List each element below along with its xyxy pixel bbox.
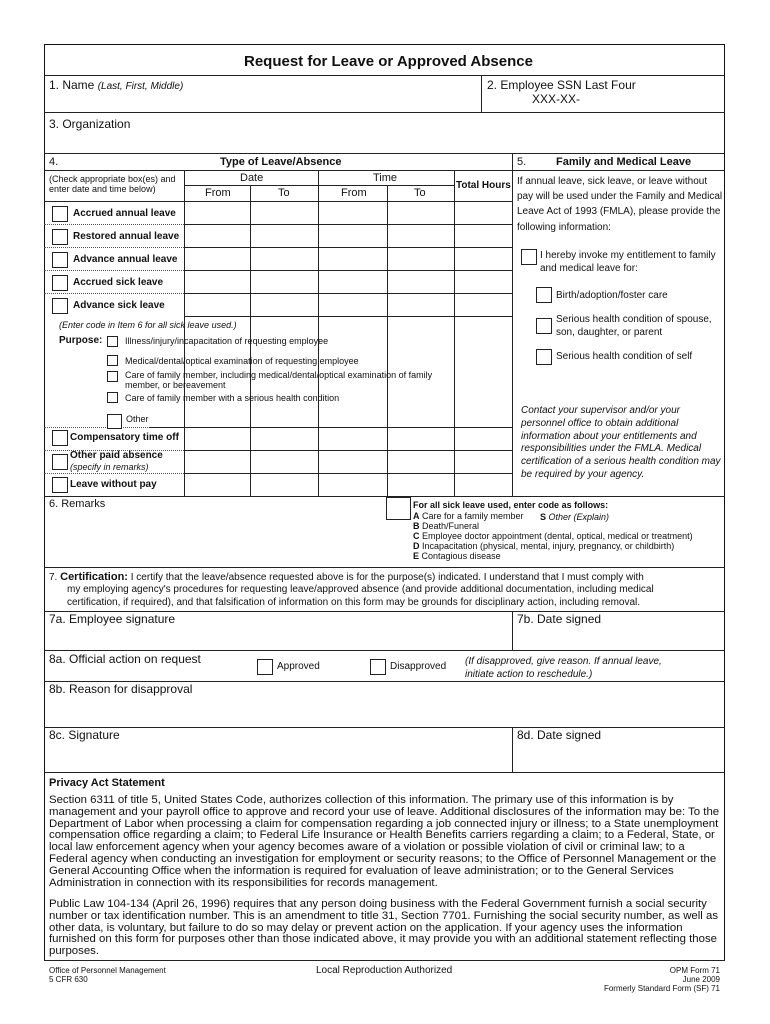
purpose-label: Purpose:	[59, 335, 103, 346]
footer-cfr: 5 CFR 630	[49, 975, 88, 984]
item8b-label: 8b. Reason for disapproval	[49, 682, 193, 696]
privacy-paragraph-2: Public Law 104-134 (April 26, 1996) requires that any person doing business with the Federal Government furnish a social security number or tax identification number. This is an amendment to title 31, Section 7701. Furnishing the social security number, as well as other data, is voluntary, but failure to do so may delay or prevent action on the application. If your agency uses the information furnished on this form for purposes other than those indicated above, it may provide you with an additional statement reflecting those purposes.	[49, 898, 719, 958]
fmla-invoke-text: I hereby invoke my entitlement to family and medical leave for:	[540, 250, 716, 274]
code-text: Employee doctor appointment (dental, optical, medical or treatment)	[422, 531, 693, 541]
advance-annual-checkbox[interactable]	[52, 252, 68, 268]
purpose-checkbox[interactable]	[107, 336, 118, 347]
leave-type-label: Accrued annual leave	[73, 208, 176, 219]
code-text: Care for a family member	[422, 511, 524, 521]
purpose-label-item: Care of family member, including medical/dental/optical examination of family member, or bereavement	[125, 370, 433, 391]
fmla-option: Serious health condition of self	[556, 351, 693, 362]
item6-label: 6. Remarks	[49, 498, 106, 510]
footer-form-date: June 2009	[682, 975, 720, 984]
disapprove-note: (If disapproved, give reason. If annual leave, initiate action to reschedule.)	[465, 656, 662, 680]
purpose-label-item: Medical/dental/optical examination of requesting employee	[125, 356, 359, 366]
item5-label: 5.	[517, 156, 527, 168]
purpose-checkbox[interactable]	[107, 392, 118, 403]
footer-formerly: Formerly Standard Form (SF) 71	[603, 984, 720, 993]
purpose-checkbox[interactable]	[107, 371, 118, 382]
col-from-date: From	[205, 187, 231, 199]
purpose-label-item: Illness/injury/incapacitation of requesting employee	[125, 336, 329, 346]
form-title: Request for Leave or Approved Absence	[244, 53, 533, 70]
code-text: Incapacitation (physical, mental, injury, pregnancy, or childbirth)	[422, 541, 675, 551]
code-letter: C	[413, 531, 420, 541]
accrued-sick-checkbox[interactable]	[52, 275, 68, 291]
privacy-heading: Privacy Act Statement	[49, 777, 165, 789]
item7a-label: 7a. Employee signature	[49, 612, 176, 626]
col-to-date: To	[278, 187, 290, 199]
approved-label: Approved	[277, 661, 320, 672]
item3-label: 3. Organization	[49, 117, 131, 131]
item7-num: 7.	[49, 572, 58, 583]
footer-reproduction: Local Reproduction Authorized	[316, 965, 453, 976]
item8a-label: 8a. Official action on request	[49, 652, 201, 666]
fmla-option: Serious health condition of spouse, son, daughter, or parent	[556, 314, 712, 338]
comp-time-checkbox[interactable]	[52, 430, 68, 446]
accrued-annual-checkbox[interactable]	[52, 206, 68, 222]
col-time: Time	[373, 172, 398, 184]
check-hint: (Check appropriate box(es) and enter date and time below)	[49, 174, 176, 195]
fmla-heading: Family and Medical Leave	[556, 156, 692, 168]
footer-agency: Office of Personnel Management	[49, 966, 166, 975]
lwop-label: Leave without pay	[70, 479, 157, 490]
codes-heading: For all sick leave used, enter code as follows:	[413, 500, 609, 510]
disapproved-checkbox[interactable]	[370, 659, 386, 675]
col-to-time: To	[414, 187, 426, 199]
code-letter: B	[413, 521, 420, 531]
item8c-label: 8c. Signature	[49, 728, 120, 742]
fmla-text: If annual leave, sick leave, or leave without pay will be used under the Family and Medical Leave Act of 1993 (FMLA), please provide the following information:	[517, 176, 723, 233]
ssn-prefix: XXX-XX-	[532, 92, 581, 106]
item1-label: 1. Name	[49, 78, 95, 92]
code-letter: D	[413, 541, 420, 551]
col-date: Date	[240, 172, 264, 184]
other-paid-hint: (specify in remarks)	[70, 462, 149, 472]
approved-checkbox[interactable]	[257, 659, 273, 675]
other-paid-label: Other paid absence	[70, 450, 163, 461]
purpose-checkbox-other[interactable]	[107, 414, 122, 429]
code-s-text: Other (Explain)	[548, 512, 610, 522]
fmla-contact: Contact your supervisor and/or your personnel office to obtain additional information about your entitlements and responsibilities under the FMLA. Medical certification of a serious health condition may be required by your agency.	[521, 405, 721, 480]
code-letter: A	[413, 511, 420, 521]
fmla-option: Birth/adoption/foster care	[556, 290, 668, 301]
sick-code-hint: (Enter code in Item 6 for all sick leave used.)	[59, 320, 237, 330]
leave-type-label: Accrued sick leave	[73, 277, 164, 288]
col-total-hours: Total Hours	[456, 180, 511, 191]
restored-annual-checkbox[interactable]	[52, 229, 68, 245]
fmla-family-checkbox[interactable]	[536, 318, 552, 334]
comp-time-label: Compensatory time off	[70, 432, 179, 443]
other-paid-checkbox[interactable]	[52, 454, 68, 470]
item2-label: 2. Employee SSN Last Four	[487, 78, 636, 92]
footer-form-number: OPM Form 71	[669, 966, 720, 975]
purpose-checkbox[interactable]	[107, 355, 118, 366]
item1-hint: (Last, First, Middle)	[97, 81, 184, 92]
certification-label: Certification:	[60, 571, 128, 583]
item7b-label: 7b. Date signed	[517, 612, 602, 626]
certification-line1: I certify that the leave/absence requested above is for the purpose(s) indicated. I understand that I must comply with	[130, 572, 644, 583]
disapproved-label: Disapproved	[390, 661, 447, 672]
leave-type-label: Advance annual leave	[73, 254, 178, 265]
purpose-label-item: Care of family member with a serious health condition	[125, 393, 340, 403]
fmla-self-checkbox[interactable]	[536, 349, 552, 365]
code-s-letter: S	[540, 512, 547, 522]
certification-line2: my employing agency's procedures for requesting leave/approved absence (and provide additional documentation, including medical	[67, 584, 654, 595]
lwop-checkbox[interactable]	[52, 477, 68, 493]
sick-code-box[interactable]	[386, 497, 411, 520]
purpose-other-label: Other	[126, 414, 149, 424]
certification-line3: certification, if required), and that falsification of information on this form may be grounds for disciplinary action, including removal.	[67, 597, 641, 608]
leave-type-label: Advance sick leave	[73, 300, 165, 311]
fmla-birth-checkbox[interactable]	[536, 287, 552, 303]
privacy-paragraph-1: Section 6311 of title 5, United States Code, authorizes collection of this information. The primary use of this information is by management and your payroll office to approve and record your use of leave. Additional disclosures of the information may be: To the Department of Labor when processing a claim for compensation regarding a job connected injury or illness; to a State unemployment compensation office regarding a claim; to Federal Life Insurance or Health Benefits carriers regarding a claim; to a Federal, State, or local law enforcement agency when your agency becomes aware of a violation or possible violation of civil or criminal law; to a Federal agency when conducting an investigation for employment or security reasons; to the Office of Personnel Management or the General Accounting Office when the information is required for evaluation of leave administration; or to the General Services Administration in connection with its responsibilities for records management.	[49, 794, 720, 889]
fmla-invoke-checkbox[interactable]	[521, 249, 537, 265]
advance-sick-checkbox[interactable]	[52, 298, 68, 314]
code-text: Death/Funeral	[422, 521, 480, 531]
type-heading: Type of Leave/Absence	[220, 156, 342, 168]
item8d-label: 8d. Date signed	[517, 728, 602, 742]
col-from-time: From	[341, 187, 367, 199]
item4-label: 4.	[49, 156, 59, 168]
code-letter: E	[413, 551, 420, 561]
leave-type-label: Restored annual leave	[73, 231, 180, 242]
code-text: Contagious disease	[421, 551, 501, 561]
